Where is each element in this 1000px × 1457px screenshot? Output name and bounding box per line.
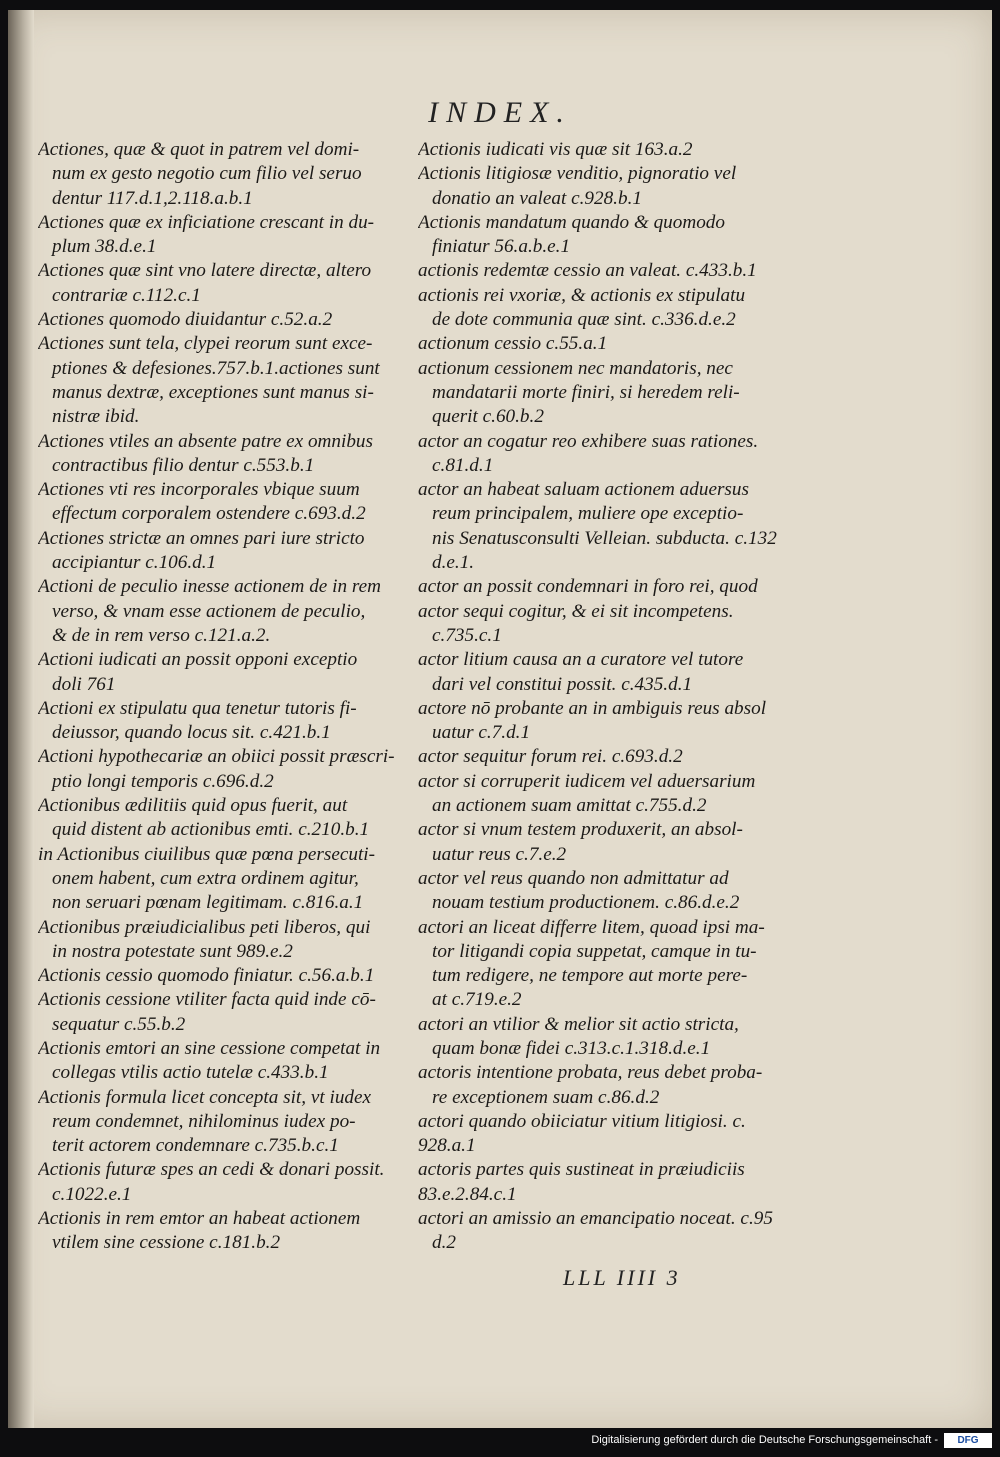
index-entry-line: d.e.1. xyxy=(432,552,475,574)
index-entry-line: manus dextræ, exceptiones sunt manus si- xyxy=(52,381,374,403)
index-entry-line: contractibus filio dentur c.553.b.1 xyxy=(52,454,315,476)
index-entry-line: donatio an valeat c.928.b.1 xyxy=(432,187,642,209)
index-entry-line: num ex gesto negotio cum filio vel seruo xyxy=(52,163,362,185)
index-entry-line: actor sequi cogitur, & ei sit incompetens. xyxy=(418,600,734,622)
index-entry-line: c.735.c.1 xyxy=(432,624,502,646)
index-entry-line: mandatarii morte finiri, si heredem reli- xyxy=(432,381,740,403)
index-entry-line: actionis rei vxoriæ, & actionis ex stipulatu xyxy=(418,284,746,306)
index-entry-line: Actionis futuræ spes an cedi & donari possit. xyxy=(38,1159,385,1181)
index-entry-line: Actioni de peculio inesse actionem de in rem xyxy=(38,576,381,598)
index-entry-line: contrariæ c.112.c.1 xyxy=(52,284,201,306)
index-entry-line: Actioni iudicati an possit opponi exceptio xyxy=(38,649,358,671)
index-entry-line: c.1022.e.1 xyxy=(52,1183,132,1205)
index-entry-line: Actionibus ædilitiis quid opus fuerit, aut xyxy=(38,795,348,817)
index-entry-line: accipiantur c.106.d.1 xyxy=(52,552,217,574)
index-entry-line: sequatur c.55.b.2 xyxy=(52,1013,186,1035)
index-entry-line: Actiones quæ ex inficiatione crescant in du- xyxy=(38,211,375,233)
index-entry-line: quam bonæ fidei c.313.c.1.318.d.e.1 xyxy=(432,1037,711,1059)
index-entry-line: nis Senatusconsulti Velleian. subducta. c.132 xyxy=(432,527,777,549)
index-entry-line: Actionis formula licet concepta sit, vt iudex xyxy=(38,1086,372,1108)
index-entry-line: Actiones quomodo diuidantur c.52.a.2 xyxy=(38,309,333,331)
index-entry-line: Actionis emtori an sine cessione competat in xyxy=(38,1037,381,1059)
index-entry-line: tor litigandi copia suppetat, camque in tu- xyxy=(432,940,757,962)
index-entry-line: c.81.d.1 xyxy=(432,454,494,476)
index-entry-line: onem habent, cum extra ordinem agitur, xyxy=(52,867,359,889)
index-entry-line: Actiones vtiles an absente patre ex omnibus xyxy=(38,430,373,452)
index-entry-line: uatur c.7.d.1 xyxy=(432,722,531,744)
index-entry-line: reum principalem, muliere ope exceptio- xyxy=(432,503,744,525)
index-column-left xyxy=(38,138,416,1256)
index-entry-line: actor sequitur forum rei. c.693.d.2 xyxy=(418,746,683,768)
index-entry-line: actoris partes quis sustineat in præiudiciis xyxy=(418,1159,745,1181)
index-entry-line: Actionis cessio quomodo finiatur. c.56.a.b.1 xyxy=(38,965,375,987)
page-gutter xyxy=(8,10,34,1428)
digitization-credit: Digitalisierung gefördert durch die Deutsche Forschungsgemeinschaft - xyxy=(591,1434,938,1446)
index-entry-line: Actiones strictæ an omnes pari iure stricto xyxy=(38,527,365,549)
index-entry-line: actori an liceat differre litem, quoad ipsi ma- xyxy=(418,916,765,938)
index-entry-line: Actiones, quæ & quot in patrem vel domi- xyxy=(38,139,360,160)
index-entry-line: vtilem sine cessione c.181.b.2 xyxy=(52,1232,281,1254)
index-entry-line: & de in rem verso c.121.a.2. xyxy=(52,624,271,646)
book-page xyxy=(8,10,992,1428)
index-entry-line: reum condemnet, nihilominus iudex po- xyxy=(52,1110,356,1132)
index-entry-line: Actionis mandatum quando & quomodo xyxy=(418,211,725,233)
index-entry-line: ptio longi temporis c.696.d.2 xyxy=(52,770,274,792)
index-entry-line: dentur 117.d.1,2.118.a.b.1 xyxy=(52,187,253,209)
index-entry-line: actor vel reus quando non admittatur ad xyxy=(418,867,729,889)
index-entry-line: finiatur 56.a.b.e.1 xyxy=(432,236,571,258)
index-entry-line: uatur reus c.7.e.2 xyxy=(432,843,567,865)
index-entry-line: actore nō probante an in ambiguis reus absol xyxy=(418,697,767,719)
index-entry-line: d.2 xyxy=(432,1232,456,1254)
index-entry-line: Actionis iudicati vis quæ sit 163.a.2 xyxy=(418,139,693,160)
index-entry-line: tum redigere, ne tempore aut morte pere- xyxy=(432,965,748,987)
index-entry-line: Actioni ex stipulatu qua tenetur tutoris fi- xyxy=(38,697,357,719)
index-entry-line: ptiones & defesiones.757.b.1.actiones sunt xyxy=(52,357,380,379)
index-entry-line: terit actorem condemnare c.735.b.c.1 xyxy=(52,1135,339,1157)
index-entry-line: effectum corporalem ostendere c.693.d.2 xyxy=(52,503,366,525)
page-header: INDEX. xyxy=(428,96,572,129)
index-entry-line: Actionibus præiudicialibus peti liberos, qui xyxy=(38,916,371,938)
index-entry-line: doli 761 xyxy=(52,673,116,695)
index-entry-line: de dote communia quæ sint. c.336.d.e.2 xyxy=(432,309,736,331)
index-entry-line: Actiones vti res incorporales vbique suum xyxy=(38,479,360,501)
index-entry-line: Actiones quæ sint vno latere directæ, altero xyxy=(38,260,372,282)
index-entry-line: collegas vtilis actio tutelæ c.433.b.1 xyxy=(52,1062,329,1084)
index-entry-line: actionum cessio c.55.a.1 xyxy=(418,333,608,355)
index-entry-line: actor si vnum testem produxerit, an absol- xyxy=(418,819,743,841)
index-entry-line: Actioni hypothecariæ an obiici possit præscri- xyxy=(38,746,395,768)
index-entry-line: deiussor, quando locus sit. c.421.b.1 xyxy=(52,722,331,744)
index-column-right xyxy=(418,138,796,1256)
index-entry-line: actionis redemtæ cessio an valeat. c.433.b.1 xyxy=(418,260,757,282)
index-entry-line: querit c.60.b.2 xyxy=(432,406,544,428)
index-entry-line: re exceptionem suam c.86.d.2 xyxy=(432,1086,660,1108)
index-entry-line: Actionis litigiosæ venditio, pignoratio vel xyxy=(418,163,737,185)
index-entry-line: actor an possit condemnari in foro rei, quod xyxy=(418,576,758,598)
index-entry-line: Actionis cessione vtiliter facta quid inde cō- xyxy=(38,989,376,1011)
index-entry-line: an actionem suam amittat c.755.d.2 xyxy=(432,795,707,817)
index-entry-line: actionum cessionem nec mandatoris, nec xyxy=(418,357,733,379)
catchword: LLL IIII 3 xyxy=(563,1265,681,1290)
index-entry-line: actor an cogatur reo exhibere suas rationes. xyxy=(418,430,759,452)
index-entry-line: actori quando obiiciatur vitium litigiosi. c. xyxy=(418,1110,746,1132)
index-entry-line: plum 38.d.e.1 xyxy=(52,236,157,258)
index-entry-line: actoris intentione probata, reus debet proba- xyxy=(418,1062,763,1084)
index-entry-line: Actionis in rem emtor an habeat actionem xyxy=(38,1208,361,1230)
index-entry-line: actori an amissio an emancipatio noceat. c.95 xyxy=(418,1208,773,1230)
index-entry-line: verso, & vnam esse actionem de peculio, xyxy=(52,600,366,622)
index-entry-line: non seruari pœnam legitimam. c.816.a.1 xyxy=(52,892,364,914)
index-entry-line: actori an vtilior & melior sit actio stricta, xyxy=(418,1013,739,1035)
index-entry-line: actor si corruperit iudicem vel aduersarium xyxy=(418,770,756,792)
index-entry-line: dari vel constitui possit. c.435.d.1 xyxy=(432,673,693,695)
index-entry-line: actor an habeat saluam actionem aduersus xyxy=(418,479,749,501)
index-entry-line: nistræ ibid. xyxy=(52,406,140,428)
index-entry-line: Actiones sunt tela, clypei reorum sunt exce- xyxy=(38,333,373,355)
index-entry-line: nouam testium productionem. c.86.d.e.2 xyxy=(432,892,740,914)
dfg-logo: DFG xyxy=(944,1433,992,1448)
index-entry-line: at c.719.e.2 xyxy=(432,989,522,1011)
index-entry-line: 83.e.2.84.c.1 xyxy=(418,1183,517,1205)
index-entry-line: in Actionibus ciuilibus quæ pœna persecuti- xyxy=(38,843,376,865)
index-entry-line: actor litium causa an a curatore vel tutore xyxy=(418,649,744,671)
index-entry-line: in nostra potestate sunt 989.e.2 xyxy=(52,940,293,962)
index-entry-line: 928.a.1 xyxy=(418,1135,476,1157)
index-entry-line: quid distent ab actionibus emti. c.210.b.1 xyxy=(52,819,370,841)
